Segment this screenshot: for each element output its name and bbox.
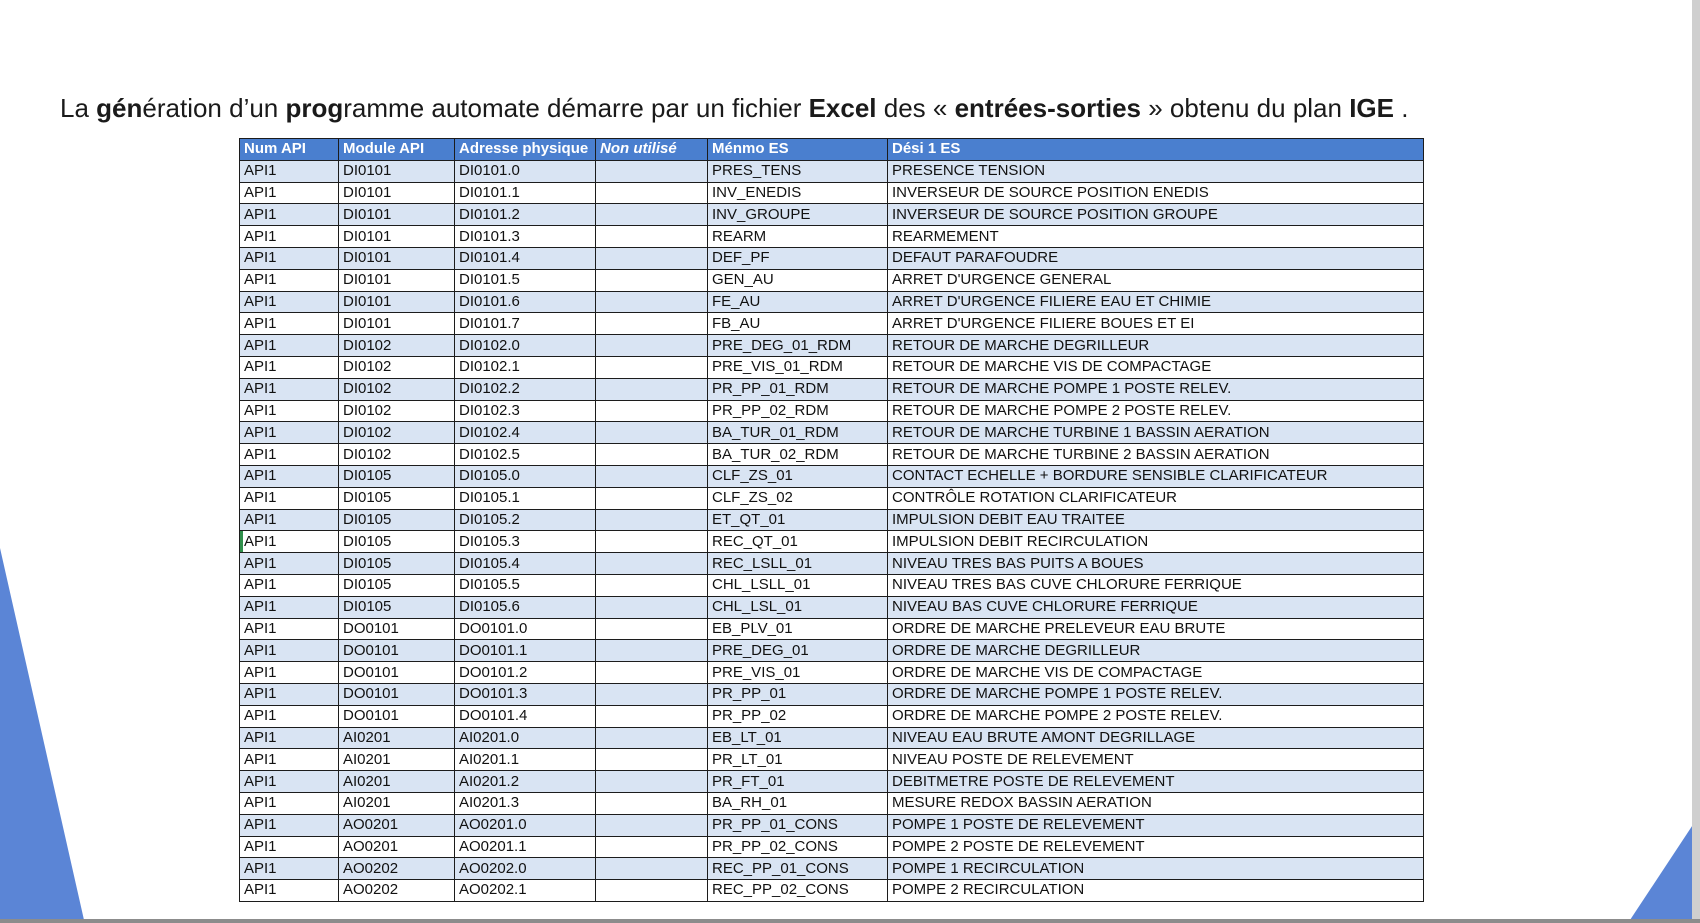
table-row	[240, 771, 1424, 793]
table-body	[240, 160, 1424, 901]
table-cell-adresse-physique[interactable]: DI0105.5	[455, 574, 596, 596]
table-cell-desi-1-es[interactable]: RETOUR DE MARCHE TURBINE 2 BASSIN AERATION	[888, 444, 1424, 466]
table-cell-adresse-physique[interactable]: AI0201.1	[455, 749, 596, 771]
table-row	[240, 247, 1424, 269]
table-cell-non-utilise[interactable]	[596, 705, 708, 727]
table-cell-desi-1-es[interactable]: POMPE 2 RECIRCULATION	[888, 880, 1424, 902]
table-cell-adresse-physique[interactable]: AO0202.0	[455, 858, 596, 880]
table-cell-module-api[interactable]: DI0105	[339, 487, 455, 509]
table-cell-non-utilise[interactable]	[596, 553, 708, 575]
table-cell-adresse-physique[interactable]: DI0102.0	[455, 335, 596, 357]
title-part: entrées-sorties	[954, 93, 1142, 123]
table-cell-module-api[interactable]: DI0101	[339, 269, 455, 291]
table-cell-non-utilise[interactable]	[596, 618, 708, 640]
table-cell-menmo-es[interactable]: PRE_VIS_01	[708, 662, 888, 684]
table-cell-module-api[interactable]: DI0101	[339, 291, 455, 313]
table-cell-num-api[interactable]: API1	[240, 880, 339, 902]
table-cell-adresse-physique[interactable]: DI0101.3	[455, 226, 596, 248]
table-cell-module-api[interactable]: DI0102	[339, 335, 455, 357]
table-cell-non-utilise[interactable]	[596, 814, 708, 836]
table-cell-menmo-es[interactable]: REC_PP_01_CONS	[708, 858, 888, 880]
table-cell-non-utilise[interactable]	[596, 487, 708, 509]
table-cell-num-api[interactable]: API1	[240, 836, 339, 858]
table-cell-non-utilise[interactable]	[596, 182, 708, 204]
table-cell-menmo-es[interactable]: PRES_TENS	[708, 160, 888, 182]
table-cell-desi-1-es[interactable]: MESURE REDOX BASSIN AERATION	[888, 792, 1424, 814]
table-cell-module-api[interactable]: DI0105	[339, 465, 455, 487]
table-cell-module-api[interactable]: AI0201	[339, 771, 455, 793]
table-cell-menmo-es[interactable]: FB_AU	[708, 313, 888, 335]
table-cell-num-api[interactable]: API1	[240, 771, 339, 793]
table-row	[240, 291, 1424, 313]
table-row	[240, 313, 1424, 335]
table-cell-menmo-es[interactable]: DEF_PF	[708, 247, 888, 269]
table-cell-num-api[interactable]: API1	[240, 247, 339, 269]
table-cell-menmo-es[interactable]: PRE_VIS_01_RDM	[708, 356, 888, 378]
table-row	[240, 182, 1424, 204]
table-cell-menmo-es[interactable]: CHL_LSL_01	[708, 596, 888, 618]
table-row	[240, 509, 1424, 531]
title-part: » obtenu du plan	[1141, 93, 1350, 123]
table-cell-non-utilise[interactable]	[596, 269, 708, 291]
table-cell-adresse-physique[interactable]: AI0201.3	[455, 792, 596, 814]
title-part: ération d’un	[142, 93, 286, 123]
table-cell-adresse-physique[interactable]: DI0105.1	[455, 487, 596, 509]
table-cell-adresse-physique[interactable]: DI0105.2	[455, 509, 596, 531]
table-row	[240, 792, 1424, 814]
table-header-row	[240, 139, 1424, 161]
table-cell-desi-1-es[interactable]: REARMEMENT	[888, 226, 1424, 248]
table-row	[240, 705, 1424, 727]
table-cell-module-api[interactable]: DI0105	[339, 574, 455, 596]
table-cell-module-api[interactable]: DO0101	[339, 683, 455, 705]
table-cell-menmo-es[interactable]: FE_AU	[708, 291, 888, 313]
table-cell-num-api[interactable]: API1	[240, 858, 339, 880]
table-cell-module-api[interactable]: DO0101	[339, 618, 455, 640]
table-cell-desi-1-es[interactable]: IMPULSION DEBIT EAU TRAITEE	[888, 509, 1424, 531]
table-cell-menmo-es[interactable]: REARM	[708, 226, 888, 248]
title-part: La	[60, 93, 97, 123]
table-cell-menmo-es[interactable]: REC_PP_02_CONS	[708, 880, 888, 902]
table-cell-num-api[interactable]: API1	[240, 618, 339, 640]
table-cell-adresse-physique[interactable]: AO0201.0	[455, 814, 596, 836]
table-cell-non-utilise[interactable]	[596, 596, 708, 618]
table-cell-menmo-es[interactable]: REC_LSLL_01	[708, 553, 888, 575]
slide-right-edge	[1692, 0, 1700, 920]
table-cell-non-utilise[interactable]	[596, 204, 708, 226]
table-cell-menmo-es[interactable]: CLF_ZS_02	[708, 487, 888, 509]
table-cell-desi-1-es[interactable]: NIVEAU POSTE DE RELEVEMENT	[888, 749, 1424, 771]
table-cell-non-utilise[interactable]	[596, 792, 708, 814]
table-cell-desi-1-es[interactable]: NIVEAU BAS CUVE CHLORURE FERRIQUE	[888, 596, 1424, 618]
column-header-num-api[interactable]: Num API	[240, 139, 339, 161]
table-row	[240, 335, 1424, 357]
table-cell-adresse-physique[interactable]: DI0101.1	[455, 182, 596, 204]
table-cell-module-api[interactable]: DI0101	[339, 226, 455, 248]
table-cell-non-utilise[interactable]	[596, 836, 708, 858]
table-cell-module-api[interactable]: DI0105	[339, 509, 455, 531]
table-row	[240, 444, 1424, 466]
table-row	[240, 836, 1424, 858]
table-cell-module-api[interactable]: DI0105	[339, 553, 455, 575]
table-cell-desi-1-es[interactable]: DEBITMETRE POSTE DE RELEVEMENT	[888, 771, 1424, 793]
table-cell-desi-1-es[interactable]: ARRET D'URGENCE GENERAL	[888, 269, 1424, 291]
table-cell-menmo-es[interactable]: BA_TUR_01_RDM	[708, 422, 888, 444]
left-triangle-decoration	[0, 0, 90, 920]
table-row	[240, 378, 1424, 400]
table-cell-adresse-physique[interactable]: AI0201.0	[455, 727, 596, 749]
table-cell-adresse-physique[interactable]: DI0102.1	[455, 356, 596, 378]
table-row	[240, 640, 1424, 662]
table-cell-num-api[interactable]: API1	[240, 313, 339, 335]
table-cell-adresse-physique[interactable]: DI0105.0	[455, 465, 596, 487]
table-cell-num-api[interactable]: API1	[240, 400, 339, 422]
table-cell-module-api[interactable]: DI0105	[339, 596, 455, 618]
table-cell-menmo-es[interactable]: BA_TUR_02_RDM	[708, 444, 888, 466]
column-header-adresse-physique[interactable]: Adresse physique	[455, 139, 596, 161]
table-cell-adresse-physique[interactable]: DO0101.0	[455, 618, 596, 640]
table-cell-desi-1-es[interactable]: INVERSEUR DE SOURCE POSITION GROUPE	[888, 204, 1424, 226]
table-cell-adresse-physique[interactable]: DI0101.7	[455, 313, 596, 335]
table-cell-desi-1-es[interactable]: ORDRE DE MARCHE DEGRILLEUR	[888, 640, 1424, 662]
table-cell-adresse-physique[interactable]: DI0102.2	[455, 378, 596, 400]
table-cell-num-api[interactable]: API1	[240, 487, 339, 509]
table-cell-num-api[interactable]: API1	[240, 792, 339, 814]
table-cell-module-api[interactable]: DI0105	[339, 531, 455, 553]
table-cell-adresse-physique[interactable]: DI0105.6	[455, 596, 596, 618]
column-header-module-api[interactable]: Module API	[339, 139, 455, 161]
table-cell-num-api[interactable]: API1	[240, 182, 339, 204]
table-row	[240, 487, 1424, 509]
slide-title	[60, 90, 1660, 126]
table-cell-non-utilise[interactable]	[596, 226, 708, 248]
table-cell-desi-1-es[interactable]: CONTRÔLE ROTATION CLARIFICATEUR	[888, 487, 1424, 509]
table-cell-adresse-physique[interactable]: DI0101.5	[455, 269, 596, 291]
table-row	[240, 400, 1424, 422]
table-cell-menmo-es[interactable]: BA_RH_01	[708, 792, 888, 814]
table-cell-adresse-physique[interactable]: DO0101.2	[455, 662, 596, 684]
table-cell-desi-1-es[interactable]: ORDRE DE MARCHE VIS DE COMPACTAGE	[888, 662, 1424, 684]
table-row	[240, 683, 1424, 705]
right-triangle-decoration	[1630, 790, 1700, 920]
table-cell-module-api[interactable]: DI0101	[339, 204, 455, 226]
table-row	[240, 662, 1424, 684]
table-cell-menmo-es[interactable]: ET_QT_01	[708, 509, 888, 531]
table-cell-module-api[interactable]: AI0201	[339, 749, 455, 771]
table-cell-desi-1-es[interactable]: ORDRE DE MARCHE PRELEVEUR EAU BRUTE	[888, 618, 1424, 640]
table-cell-desi-1-es[interactable]: ORDRE DE MARCHE POMPE 2 POSTE RELEV.	[888, 705, 1424, 727]
table-cell-desi-1-es[interactable]: NIVEAU EAU BRUTE AMONT DEGRILLAGE	[888, 727, 1424, 749]
table-cell-module-api[interactable]: AO0201	[339, 814, 455, 836]
table-cell-menmo-es[interactable]: PR_FT_01	[708, 771, 888, 793]
column-header-menmo-es[interactable]: Ménmo ES	[708, 139, 888, 161]
table-cell-num-api[interactable]: API1	[240, 509, 339, 531]
table-row	[240, 531, 1424, 553]
table-cell-menmo-es[interactable]: PRE_DEG_01	[708, 640, 888, 662]
table-cell-non-utilise[interactable]	[596, 683, 708, 705]
table-cell-non-utilise[interactable]	[596, 880, 708, 902]
table-cell-module-api[interactable]: AI0201	[339, 727, 455, 749]
table-cell-num-api[interactable]: API1	[240, 596, 339, 618]
table-cell-adresse-physique[interactable]: DI0105.3	[455, 531, 596, 553]
table-cell-num-api[interactable]: API1	[240, 356, 339, 378]
table-row	[240, 356, 1424, 378]
table-cell-adresse-physique[interactable]: DI0105.4	[455, 553, 596, 575]
table-cell-non-utilise[interactable]	[596, 444, 708, 466]
io-table	[239, 138, 1424, 902]
table-cell-desi-1-es[interactable]: NIVEAU TRES BAS CUVE CHLORURE FERRIQUE	[888, 574, 1424, 596]
table-cell-num-api[interactable]: API1	[240, 553, 339, 575]
table-row	[240, 858, 1424, 880]
table-cell-num-api[interactable]: API1	[240, 335, 339, 357]
title-part: Excel	[808, 93, 877, 123]
table-cell-desi-1-es[interactable]: POMPE 2 POSTE DE RELEVEMENT	[888, 836, 1424, 858]
table-cell-desi-1-es[interactable]: RETOUR DE MARCHE POMPE 2 POSTE RELEV.	[888, 400, 1424, 422]
table-cell-adresse-physique[interactable]: DI0102.5	[455, 444, 596, 466]
table-row	[240, 269, 1424, 291]
table-cell-desi-1-es[interactable]: NIVEAU TRES BAS PUITS A BOUES	[888, 553, 1424, 575]
table-cell-non-utilise[interactable]	[596, 771, 708, 793]
table-cell-desi-1-es[interactable]: IMPULSION DEBIT RECIRCULATION	[888, 531, 1424, 553]
table-row	[240, 596, 1424, 618]
table-cell-non-utilise[interactable]	[596, 378, 708, 400]
table-cell-adresse-physique[interactable]: DI0102.3	[455, 400, 596, 422]
table-cell-num-api[interactable]: API1	[240, 160, 339, 182]
table-cell-num-api[interactable]: API1	[240, 204, 339, 226]
table-cell-menmo-es[interactable]: INV_ENEDIS	[708, 182, 888, 204]
table-cell-num-api[interactable]: API1	[240, 662, 339, 684]
column-header-desi-1-es[interactable]: Dési 1 ES	[888, 139, 1424, 161]
table-cell-module-api[interactable]: AO0202	[339, 858, 455, 880]
table-cell-desi-1-es[interactable]: ARRET D'URGENCE FILIERE EAU ET CHIMIE	[888, 291, 1424, 313]
table-cell-non-utilise[interactable]	[596, 400, 708, 422]
table-cell-module-api[interactable]: AO0201	[339, 836, 455, 858]
table-cell-adresse-physique[interactable]: DI0101.0	[455, 160, 596, 182]
table-cell-non-utilise[interactable]	[596, 531, 708, 553]
table-cell-adresse-physique[interactable]: AI0201.2	[455, 771, 596, 793]
table-cell-desi-1-es[interactable]: RETOUR DE MARCHE DEGRILLEUR	[888, 335, 1424, 357]
table-cell-num-api[interactable]: API1	[240, 444, 339, 466]
table-cell-menmo-es[interactable]: PR_PP_01_RDM	[708, 378, 888, 400]
table-cell-desi-1-es[interactable]: CONTACT ECHELLE + BORDURE SENSIBLE CLARIFICATEUR	[888, 465, 1424, 487]
table-cell-non-utilise[interactable]	[596, 662, 708, 684]
table-row	[240, 553, 1424, 575]
table-cell-num-api[interactable]: API1	[240, 291, 339, 313]
title-part: gén	[96, 93, 143, 123]
table-cell-module-api[interactable]: AI0201	[339, 792, 455, 814]
table-cell-non-utilise[interactable]	[596, 422, 708, 444]
table-cell-menmo-es[interactable]: EB_PLV_01	[708, 618, 888, 640]
title-part: prog	[285, 93, 344, 123]
table-row	[240, 226, 1424, 248]
table-cell-non-utilise[interactable]	[596, 509, 708, 531]
table-cell-num-api[interactable]: API1	[240, 640, 339, 662]
table-cell-desi-1-es[interactable]: POMPE 1 POSTE DE RELEVEMENT	[888, 814, 1424, 836]
table-cell-num-api[interactable]: API1	[240, 683, 339, 705]
table-cell-menmo-es[interactable]: CHL_LSLL_01	[708, 574, 888, 596]
table-cell-non-utilise[interactable]	[596, 356, 708, 378]
table-cell-module-api[interactable]: DI0102	[339, 422, 455, 444]
table-cell-adresse-physique[interactable]: DI0101.4	[455, 247, 596, 269]
table-cell-desi-1-es[interactable]: ARRET D'URGENCE FILIERE BOUES ET EI	[888, 313, 1424, 335]
table-cell-non-utilise[interactable]	[596, 749, 708, 771]
table-cell-menmo-es[interactable]: PR_PP_02_CONS	[708, 836, 888, 858]
table-cell-non-utilise[interactable]	[596, 640, 708, 662]
table-cell-menmo-es[interactable]: REC_QT_01	[708, 531, 888, 553]
table-cell-desi-1-es[interactable]: RETOUR DE MARCHE TURBINE 1 BASSIN AERATION	[888, 422, 1424, 444]
table-cell-menmo-es[interactable]: PR_PP_01_CONS	[708, 814, 888, 836]
title-part: des «	[876, 93, 955, 123]
table-cell-module-api[interactable]: DI0102	[339, 400, 455, 422]
table-cell-module-api[interactable]: DO0101	[339, 662, 455, 684]
table-cell-menmo-es[interactable]: EB_LT_01	[708, 727, 888, 749]
table-row	[240, 749, 1424, 771]
table-cell-module-api[interactable]: DO0101	[339, 640, 455, 662]
table-cell-menmo-es[interactable]: PR_PP_02_RDM	[708, 400, 888, 422]
table-cell-non-utilise[interactable]	[596, 291, 708, 313]
table-row	[240, 160, 1424, 182]
table-row	[240, 465, 1424, 487]
table-cell-module-api[interactable]: DI0101	[339, 247, 455, 269]
table-cell-non-utilise[interactable]	[596, 465, 708, 487]
table-cell-num-api[interactable]: API1	[240, 422, 339, 444]
table-cell-desi-1-es[interactable]: ORDRE DE MARCHE POMPE 1 POSTE RELEV.	[888, 683, 1424, 705]
slide-bottom-edge	[0, 919, 1700, 923]
table-cell-non-utilise[interactable]	[596, 160, 708, 182]
table-cell-non-utilise[interactable]	[596, 727, 708, 749]
title-part: .	[1394, 93, 1409, 123]
table-cell-menmo-es[interactable]: CLF_ZS_01	[708, 465, 888, 487]
table-cell-num-api[interactable]: API1	[240, 727, 339, 749]
table-cell-module-api[interactable]: DI0101	[339, 313, 455, 335]
table-row	[240, 422, 1424, 444]
title-part: IGE	[1349, 93, 1394, 123]
title-part: ramme automate démarre par un fichier	[343, 93, 809, 123]
table-cell-module-api[interactable]: DI0102	[339, 356, 455, 378]
table-cell-non-utilise[interactable]	[596, 574, 708, 596]
table-cell-adresse-physique[interactable]: DI0102.4	[455, 422, 596, 444]
table-cell-module-api[interactable]: DI0101	[339, 182, 455, 204]
table-cell-menmo-es[interactable]: PR_PP_02	[708, 705, 888, 727]
table-row	[240, 814, 1424, 836]
table-cell-non-utilise[interactable]	[596, 858, 708, 880]
table-cell-desi-1-es[interactable]: POMPE 1 RECIRCULATION	[888, 858, 1424, 880]
table-cell-module-api[interactable]: AO0202	[339, 880, 455, 902]
table-cell-num-api[interactable]: API1	[240, 574, 339, 596]
table-cell-desi-1-es[interactable]: PRESENCE TENSION	[888, 160, 1424, 182]
table-cell-num-api[interactable]: API1	[240, 749, 339, 771]
table-cell-num-api[interactable]: API1	[240, 705, 339, 727]
table-cell-non-utilise[interactable]	[596, 335, 708, 357]
table-cell-num-api[interactable]: API1	[240, 378, 339, 400]
table-cell-num-api[interactable]: API1	[240, 465, 339, 487]
table-cell-num-api[interactable]: API1	[240, 531, 339, 553]
table-cell-desi-1-es[interactable]: RETOUR DE MARCHE POMPE 1 POSTE RELEV.	[888, 378, 1424, 400]
table-row	[240, 574, 1424, 596]
table-cell-desi-1-es[interactable]: DEFAUT PARAFOUDRE	[888, 247, 1424, 269]
table-cell-num-api[interactable]: API1	[240, 269, 339, 291]
table-cell-non-utilise[interactable]	[596, 247, 708, 269]
table-cell-module-api[interactable]: DI0102	[339, 444, 455, 466]
table-row	[240, 204, 1424, 226]
table-cell-desi-1-es[interactable]: INVERSEUR DE SOURCE POSITION ENEDIS	[888, 182, 1424, 204]
table-cell-adresse-physique[interactable]: DI0101.6	[455, 291, 596, 313]
table-cell-desi-1-es[interactable]: RETOUR DE MARCHE VIS DE COMPACTAGE	[888, 356, 1424, 378]
table-cell-menmo-es[interactable]: INV_GROUPE	[708, 204, 888, 226]
column-header-non-utilise[interactable]: Non utilisé	[596, 139, 708, 161]
table-cell-module-api[interactable]: DI0102	[339, 378, 455, 400]
table-cell-menmo-es[interactable]: PR_LT_01	[708, 749, 888, 771]
table-cell-module-api[interactable]: DI0101	[339, 160, 455, 182]
table-cell-menmo-es[interactable]: PRE_DEG_01_RDM	[708, 335, 888, 357]
table-cell-module-api[interactable]: DO0101	[339, 705, 455, 727]
table-cell-adresse-physique[interactable]: DO0101.1	[455, 640, 596, 662]
table-cell-num-api[interactable]: API1	[240, 814, 339, 836]
table-cell-adresse-physique[interactable]: DO0101.3	[455, 683, 596, 705]
table-row	[240, 880, 1424, 902]
table-row	[240, 727, 1424, 749]
table-cell-adresse-physique[interactable]: AO0201.1	[455, 836, 596, 858]
table-row	[240, 618, 1424, 640]
table-cell-menmo-es[interactable]: PR_PP_01	[708, 683, 888, 705]
table-cell-menmo-es[interactable]: GEN_AU	[708, 269, 888, 291]
table-cell-non-utilise[interactable]	[596, 313, 708, 335]
table-cell-adresse-physique[interactable]: DI0101.2	[455, 204, 596, 226]
table-cell-num-api[interactable]: API1	[240, 226, 339, 248]
table-cell-adresse-physique[interactable]: DO0101.4	[455, 705, 596, 727]
table-cell-adresse-physique[interactable]: AO0202.1	[455, 880, 596, 902]
